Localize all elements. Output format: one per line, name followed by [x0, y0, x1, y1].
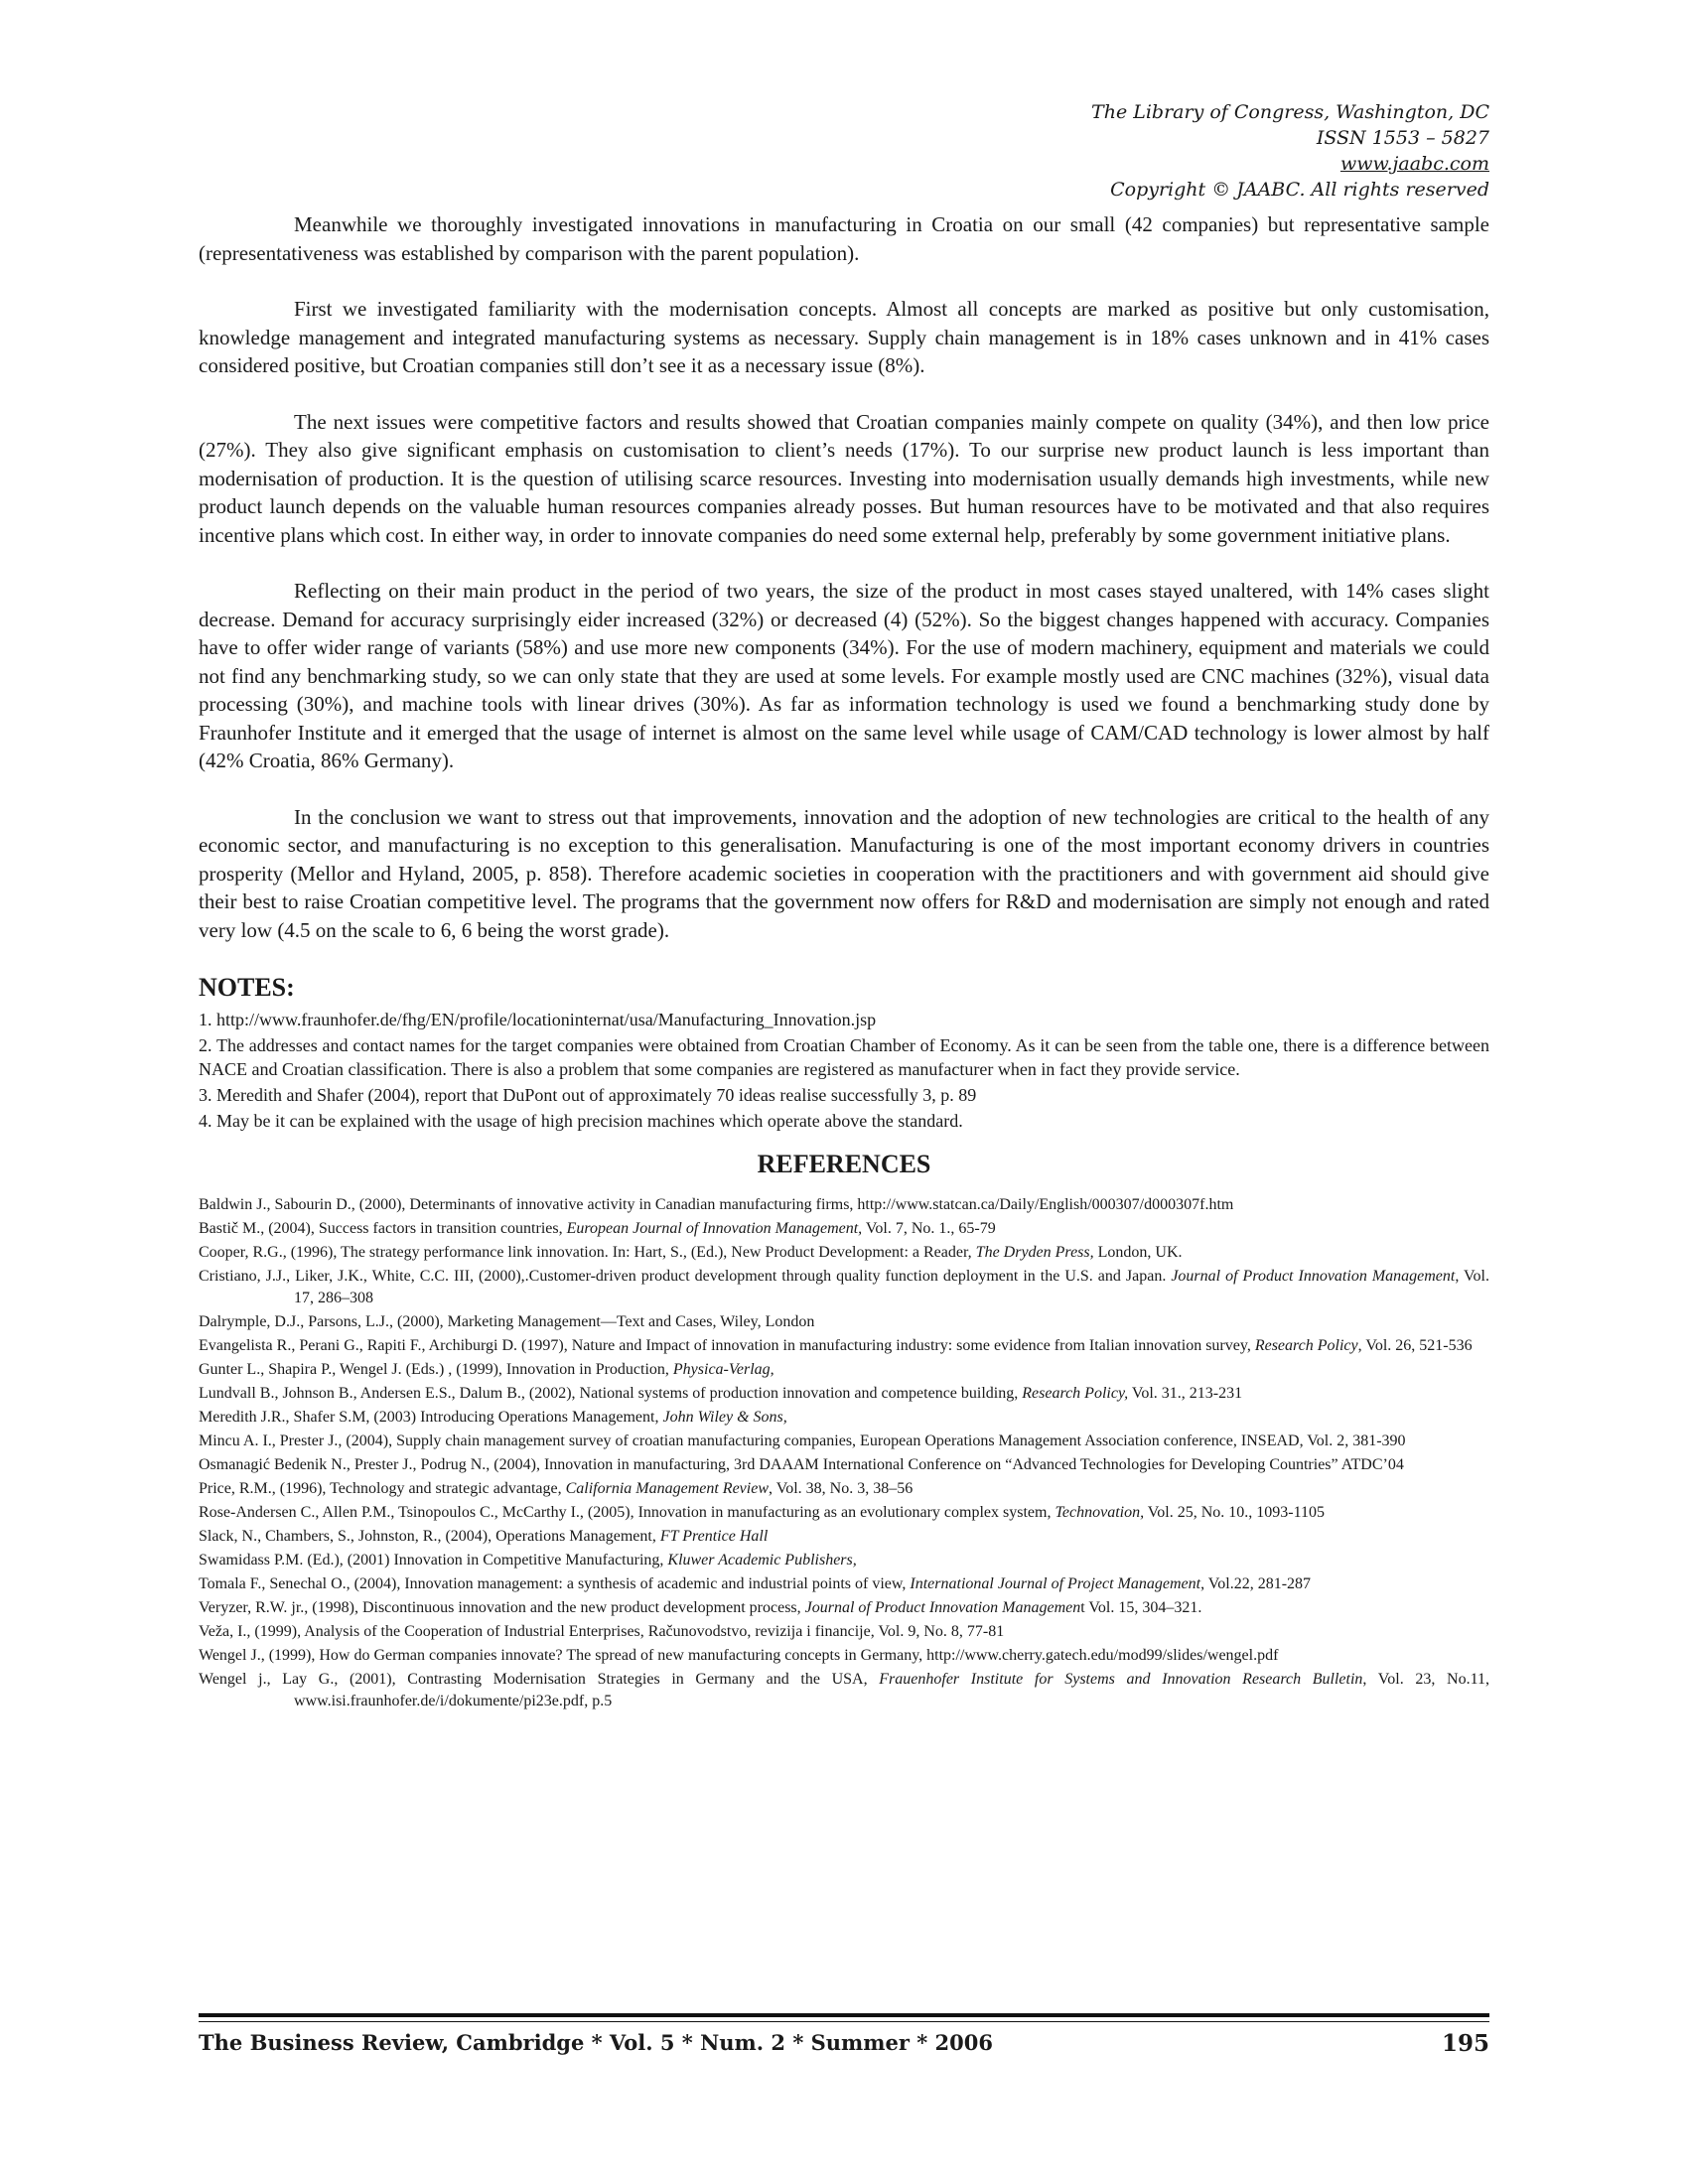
body-paragraph: Reflecting on their main product in the period of two years, the size of the product in most cases stayed unaltered, with 14% cases slight decrease. Demand for accuracy surprisingly eider increased (32%) or decreased (4) (52%). So the biggest changes happened with accuracy. Companies have to offer wider range of variants (58%) and use more new components (34%). For the use of modern machinery, equipment and materials we could not find any benchmarking study, so we can only state that they are used at some levels. For example mostly used are CNC machines (32%), visual data processing (30%), and machine tools with linear drives (30%). As far as information technology is used we found a benchmarking study done by Fraunhofer Institute and it emerged that the usage of internet is almost on the same level while usage of CAM/CAD technology is lower almost by half (42% Croatia, 86% Germany).: [199, 579, 1489, 772]
reference-source: FT Prentice Hall: [659, 1528, 769, 1545]
header-website-link[interactable]: www.jaabc.com: [1339, 153, 1489, 175]
reference-text: Bastič M., (2004), Success factors in transition countries,: [199, 1220, 567, 1237]
reference-source: International Journal of Project Management: [910, 1575, 1201, 1592]
body-paragraph: First we investigated familiarity with the modernisation concepts. Almost all concepts are marked as positive but only customisation, knowledge management and integrated manufacturing systems as necessary. Supply chain management is in 18% cases unknown and in 41% cases considered positive, but Croatian companies still don’t see it as a necessary issue (8%).: [199, 297, 1489, 377]
reference-item: [199, 1242, 1489, 1264]
reference-source: European Journal of Innovation Management,: [566, 1220, 863, 1237]
reference-text: Gunter L., Shapira P., Wengel J. (Eds.) , (1999), Innovation in Production,: [199, 1361, 673, 1378]
reference-source: Research Policy,: [1022, 1385, 1129, 1402]
reference-details: London, UK.: [1093, 1244, 1183, 1261]
reference-item: [199, 1669, 1489, 1712]
reference-text: Wengel j., Lay G., (2001), Contrasting Modernisation Strategies in Germany and the USA,: [199, 1671, 880, 1688]
reference-source: Physica-Verlag,: [672, 1361, 774, 1378]
reference-details: , Vol. 38, No. 3, 38–56: [769, 1480, 914, 1497]
reference-item: [199, 1335, 1489, 1357]
reference-item: [199, 1526, 1489, 1548]
reference-source: Technovation,: [1055, 1504, 1145, 1521]
reference-item: [199, 1645, 1489, 1667]
note-item: 3. Meredith and Shafer (2004), report that DuPont out of approximately 70 ideas realise successfully 3, p. 89: [199, 1085, 977, 1105]
reference-item: [199, 1502, 1489, 1524]
reference-text: Swamidass P.M. (Ed.), (2001) Innovation in Competitive Manufacturing,: [199, 1552, 668, 1569]
reference-source: Frauenhofer Institute for Systems and Innovation Research Bulletin: [879, 1671, 1363, 1688]
reference-details: , Vol.22, 281-287: [1200, 1575, 1312, 1592]
reference-item: [199, 1194, 1489, 1216]
note-item: 4. May be it can be explained with the usage of high precision machines which operate above the standard.: [199, 1111, 963, 1131]
body-paragraph: Meanwhile we thoroughly investigated innovations in manufacturing in Croatia on our small (42 companies) but representative sample (representativeness was established by comparison with the parent population).: [199, 212, 1489, 265]
reference-details: Vol. 25, No. 10., 1093-1105: [1144, 1504, 1326, 1521]
reference-text: Veža, I., (1999), Analysis of the Cooperation of Industrial Enterprises, Računovodstvo, revizija i financije, Vol. 9, No. 8, 77-81: [199, 1623, 1005, 1640]
reference-text: Veryzer, R.W. jr., (1998), Discontinuous innovation and the new product development process,: [199, 1599, 805, 1616]
reference-item: [199, 1550, 1489, 1571]
reference-details: , Vol. 23, No.11, www.isi.fraunhofer.de/i/dokumente/pi23e.pdf, p.5: [294, 1671, 1490, 1709]
reference-details: , Vol. 17, 286–308: [294, 1268, 1489, 1306]
reference-item: [199, 1266, 1489, 1309]
reference-item: [199, 1431, 1489, 1452]
reference-item: [199, 1621, 1489, 1643]
header-copyright: Copyright © JAABC. All rights reserved: [1110, 179, 1489, 201]
reference-item: [199, 1407, 1489, 1429]
reference-item: [199, 1597, 1489, 1619]
reference-text: Meredith J.R., Shafer S.M, (2003) Introducing Operations Management,: [199, 1409, 663, 1426]
note-item: 1. http://www.fraunhofer.de/fhg/EN/profile/locationinternat/usa/Manufacturing_Innovation.jsp: [199, 1010, 877, 1029]
reference-source: John Wiley & Sons,: [662, 1409, 787, 1426]
page-number: 195: [1441, 2030, 1489, 2057]
reference-source: Journal of Product Innovation Managemen: [804, 1599, 1081, 1616]
reference-text: Lundvall B., Johnson B., Andersen E.S., Dalum B., (2002), National systems of production innovation and competence building,: [199, 1385, 1023, 1402]
body-paragraph: In the conclusion we want to stress out that improvements, innovation and the adoption of new technologies are critical to the health of any economic sector, and manufacturing is no exception to this generalisation. Manufacturing is one of the most important economy drivers in countries prosperity (Mellor and Hyland, 2005, p. 858). Therefore academic societies in cooperation with the practitioners and with government aid should give their best to raise Croatian competitive level. The programs that the government now offers for R&D and modernisation are simply not enough and rated very low (4.5 on the scale to 6, 6 being the worst grade).: [199, 804, 1489, 942]
notes-heading: NOTES:: [199, 973, 295, 1002]
footer-journal-info: The Business Review, Cambridge * Vol. 5 * Num. 2 * Summer * 2006: [199, 2030, 993, 2055]
reference-details: Vol. 31., 213-231: [1128, 1385, 1243, 1402]
reference-text: Tomala F., Senechal O., (2004), Innovation management: a synthesis of academic and industrial points of view,: [199, 1575, 911, 1592]
reference-item: [199, 1218, 1489, 1240]
journal-header: [1091, 99, 1489, 203]
reference-source: The Dryden Press,: [975, 1244, 1094, 1261]
reference-item: [199, 1454, 1489, 1476]
reference-item: [199, 1573, 1489, 1595]
header-issn: ISSN 1553 – 5827: [1316, 127, 1489, 149]
note-item: 2. The addresses and contact names for the target companies were obtained from Croatian Chamber of Economy. As it can be seen from the table one, there is a difference between NACE and Croatian classification. There is also a problem that some companies are registered as manufacturer when in fact they provide service.: [199, 1035, 1489, 1079]
header-library: The Library of Congress, Washington, DC: [1091, 101, 1489, 123]
reference-text: Dalrymple, D.J., Parsons, L.J., (2000), Marketing Management—Text and Cases, Wiley, London: [199, 1313, 815, 1330]
reference-text: Baldwin J., Sabourin D., (2000), Determinants of innovative activity in Canadian manufacturing firms, http://www.statcan.ca/Daily/English/000307/d000307f.htm: [199, 1196, 1234, 1213]
reference-text: Cristiano, J.J., Liker, J.K., White, C.C. III, (2000),.Customer-driven product development through quality function deployment in the U.S. and Japan.: [199, 1268, 1172, 1285]
footer-rule-thick: [199, 2013, 1489, 2017]
reference-item: [199, 1359, 1489, 1381]
body-paragraph: The next issues were competitive factors and results showed that Croatian companies mainly compete on quality (34%), and then low price (27%). They also give significant emphasis on customisation to client’s needs (17%). To our surprise new product launch is less important than modernisation of production. It is the question of utilising scarce resources. Investing into modernisation usually demands high investments, while new product launch depends on the valuable human resources companies already posses. But human resources have to be motivated and that also requires incentive plans which cost. In either way, in order to innovate companies do need some external help, preferably by some government initiative plans.: [199, 409, 1489, 547]
reference-text: Price, R.M., (1996), Technology and strategic advantage,: [199, 1480, 566, 1497]
references-heading: REFERENCES: [757, 1150, 931, 1178]
reference-source: California Management Review: [565, 1480, 769, 1497]
references-list: [199, 1194, 1489, 1712]
reference-text: Rose-Andersen C., Allen P.M., Tsinopoulos C., McCarthy I., (2005), Innovation in manufacturing as an evolutionary complex system,: [199, 1504, 1055, 1521]
reference-text: Wengel J., (1999), How do German companies innovate? The spread of new manufacturing concepts in Germany, http://www.cherry.gatech.edu/mod99/slides/wengel.pdf: [199, 1647, 1279, 1664]
reference-text: Evangelista R., Perani G., Rapiti F., Archiburgi D. (1997), Nature and Impact of innovation in manufacturing industry: some evidence from Italian innovation survey,: [199, 1337, 1255, 1354]
reference-source: Kluwer Academic Publishers,: [667, 1552, 857, 1569]
reference-text: Cooper, R.G., (1996), The strategy performance link innovation. In: Hart, S., (Ed.), New Product Development: a Reader,: [199, 1244, 976, 1261]
reference-item: [199, 1311, 1489, 1333]
reference-text: Osmanagić Bedenik N., Prester J., Podrug N., (2004), Innovation in manufacturing, 3rd DAAAM International Conference on “Advanced Technologies for Developing Countries” ATDC’04: [199, 1456, 1404, 1473]
reference-text: Slack, N., Chambers, S., Johnston, R., (2004), Operations Management,: [199, 1528, 660, 1545]
reference-text: Mincu A. I., Prester J., (2004), Supply chain management survey of croatian manufacturing companies, European Operations Management Association conference, INSEAD, Vol. 2, 381-390: [199, 1433, 1406, 1449]
reference-details: , Vol. 26, 521-536: [1357, 1337, 1473, 1354]
article-body: [199, 210, 1489, 1714]
paper-page: [199, 0, 1489, 2184]
reference-details: t Vol. 15, 304–321.: [1080, 1599, 1202, 1616]
notes-list: [199, 1008, 1489, 1133]
reference-item: [199, 1478, 1489, 1500]
reference-details: Vol. 7, No. 1., 65-79: [862, 1220, 996, 1237]
footer-rule-thin: [199, 2021, 1489, 2022]
reference-source: Research Policy: [1254, 1337, 1358, 1354]
reference-item: [199, 1383, 1489, 1405]
reference-source: Journal of Product Innovation Management: [1171, 1268, 1456, 1285]
